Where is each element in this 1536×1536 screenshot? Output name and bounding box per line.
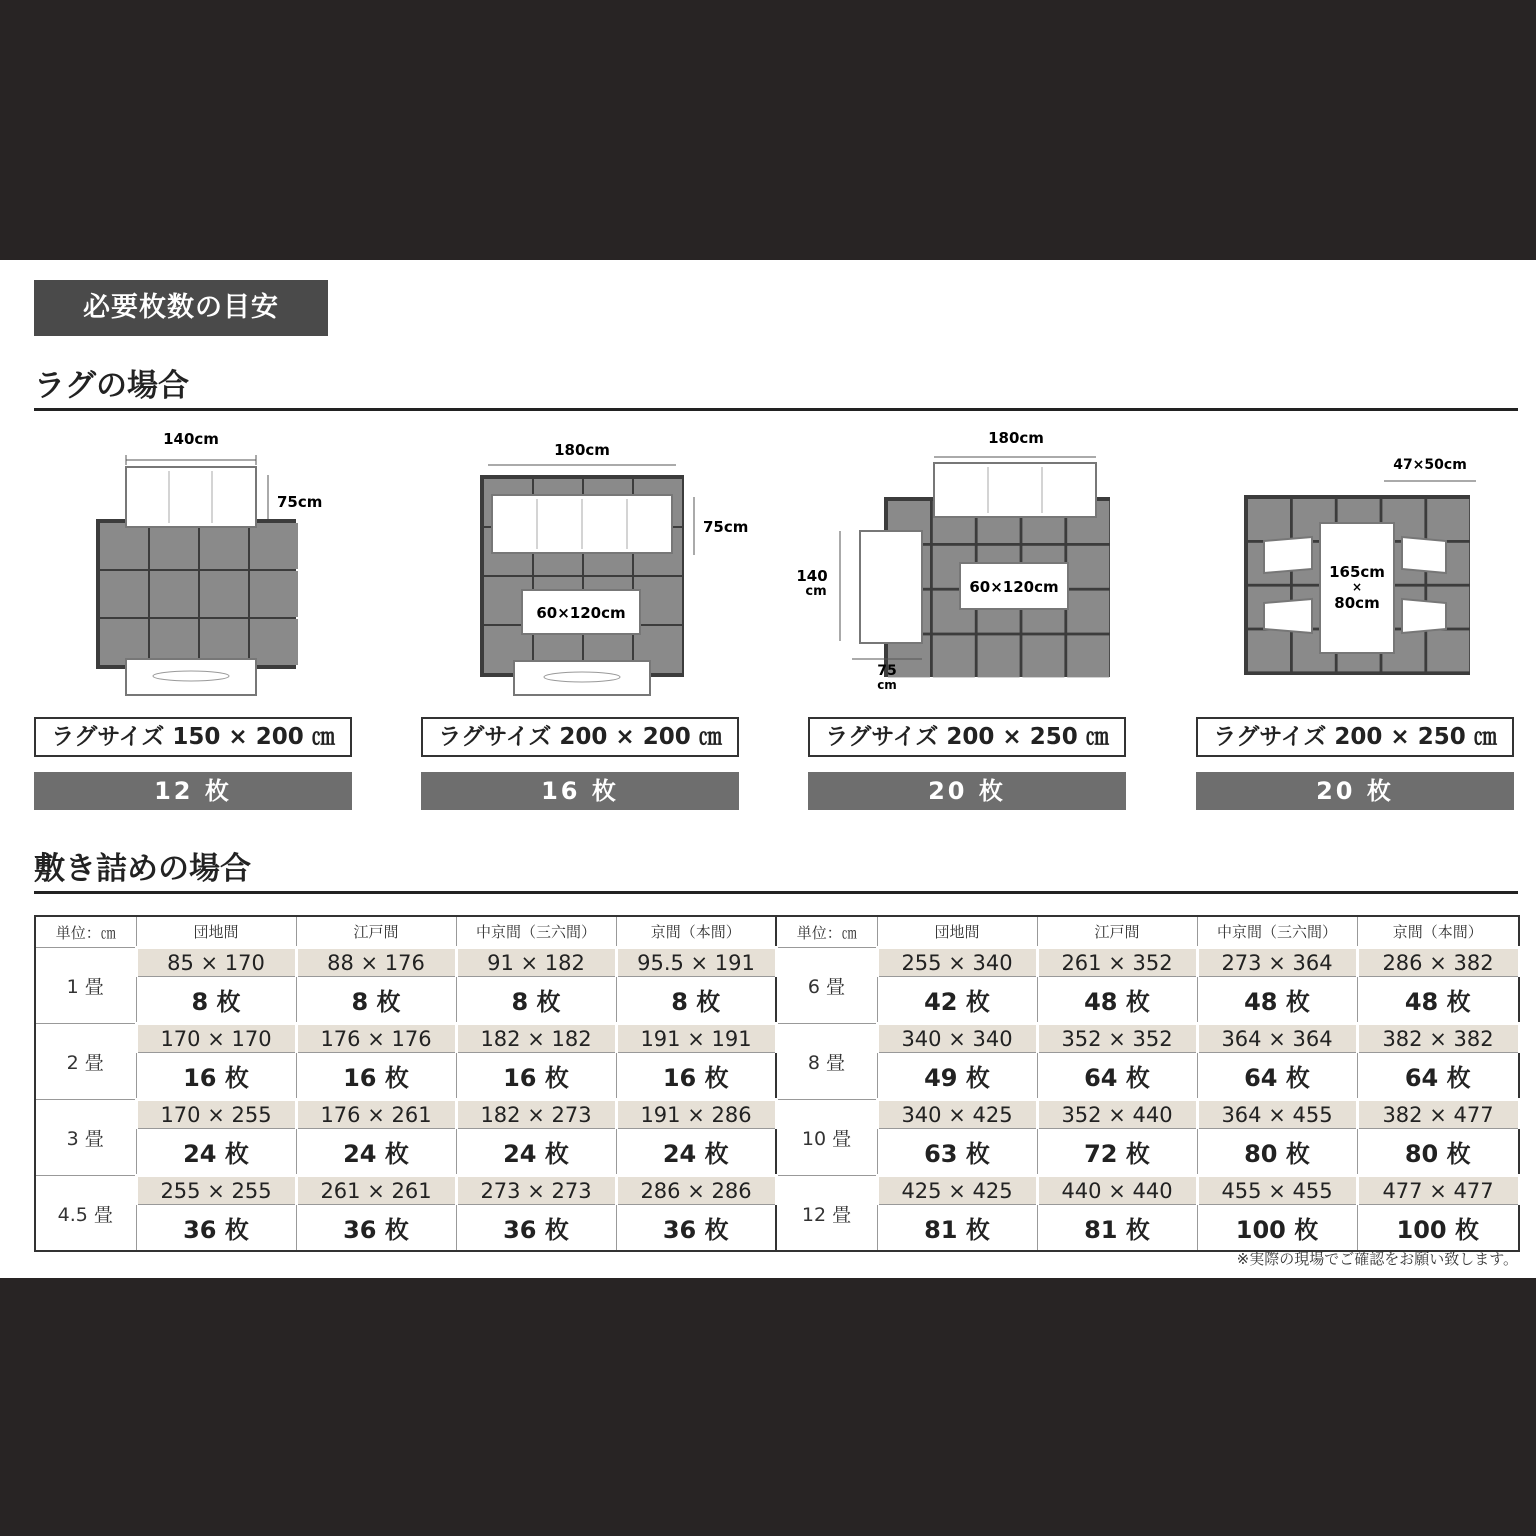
dim-width: 180cm: [554, 441, 610, 459]
dim-depth: 75cm: [277, 493, 323, 511]
tile-count-cell: 8 枚: [136, 977, 296, 1024]
tv-stand-icon: [514, 661, 650, 695]
carpet-tile: [1067, 546, 1109, 588]
guide-badge: 必要枚数の目安: [34, 280, 328, 336]
carpet-tile: [250, 523, 298, 569]
column-header: 中京間（三六間）: [456, 916, 616, 948]
room-size-label: 10 畳: [776, 1100, 877, 1176]
rug-diagram-2: [420, 425, 750, 697]
tile-count-cell: 63 枚: [877, 1129, 1037, 1176]
room-dimensions-cell: 191 × 191: [616, 1024, 776, 1053]
chair-icon: [1264, 599, 1312, 633]
room-dimensions-cell: 455 × 455: [1197, 1176, 1357, 1205]
tile-count-cell: 36 枚: [456, 1205, 616, 1252]
room-dimensions-cell: 273 × 273: [456, 1176, 616, 1205]
room-size-label: 6 畳: [776, 948, 877, 1024]
rug-count-4: 20 枚: [1196, 772, 1514, 810]
rug-size-label-3: ラグサイズ 200 × 250 ㎝: [808, 717, 1126, 757]
guide-panel: [0, 260, 1536, 1278]
svg-text:75: 75: [877, 663, 897, 679]
chair-icon: [1402, 599, 1446, 633]
table-size: 60×120cm: [969, 578, 1059, 596]
room-dimensions-cell: 261 × 261: [296, 1176, 456, 1205]
tile-count-cell: 8 枚: [296, 977, 456, 1024]
carpet-tile: [200, 571, 248, 617]
room-dimensions-cell: 95.5 × 191: [616, 948, 776, 977]
tile-count-cell: 16 枚: [136, 1053, 296, 1100]
dim-width: 140cm: [163, 430, 219, 448]
sofa-icon: [934, 463, 1096, 517]
carpet-tile: [1022, 635, 1064, 677]
carpet-tile: [200, 523, 248, 569]
room-size-label: 8 畳: [776, 1024, 877, 1100]
carpet-tile: [933, 635, 975, 677]
svg-text:cm: cm: [805, 584, 827, 599]
column-header: 団地間: [136, 916, 296, 948]
tile-count-cell: 48 枚: [1357, 977, 1519, 1024]
tile-count-cell: 81 枚: [1037, 1205, 1197, 1252]
carpet-tile: [250, 571, 298, 617]
tile-count-cell: 80 枚: [1357, 1129, 1519, 1176]
rug-size-label-1: ラグサイズ 150 × 200 ㎝: [34, 717, 352, 757]
tile-count-cell: 64 枚: [1197, 1053, 1357, 1100]
tile-count-cell: 8 枚: [616, 977, 776, 1024]
tile-count-cell: 16 枚: [456, 1053, 616, 1100]
tile-count-cell: 24 枚: [616, 1129, 776, 1176]
unit-header: 単位：㎝: [776, 916, 877, 948]
svg-text:cm: cm: [877, 678, 897, 692]
carpet-tile: [978, 635, 1020, 677]
tile-count-cell: 64 枚: [1037, 1053, 1197, 1100]
footnote: ※実際の現場でご確認をお願い致します。: [1236, 1250, 1518, 1268]
room-dimensions-cell: 382 × 382: [1357, 1024, 1519, 1053]
table-size: 60×120cm: [536, 604, 626, 622]
tile-count-cell: 36 枚: [136, 1205, 296, 1252]
carpet-tile: [1067, 591, 1109, 633]
carpet-tile: [100, 523, 148, 569]
tile-count-cell: 64 枚: [1357, 1053, 1519, 1100]
room-dimensions-cell: 91 × 182: [456, 948, 616, 977]
column-header: 京間（本間）: [1357, 916, 1519, 948]
room-size-label: 2 畳: [35, 1024, 136, 1100]
room-dimensions-cell: 364 × 364: [1197, 1024, 1357, 1053]
room-dimensions-cell: 191 × 286: [616, 1100, 776, 1129]
tile-count-cell: 42 枚: [877, 977, 1037, 1024]
tile-count-cell: 49 枚: [877, 1053, 1037, 1100]
side-sofa-icon: [860, 531, 922, 643]
tile-count-cell: 48 枚: [1197, 977, 1357, 1024]
tile-count-cell: 81 枚: [877, 1205, 1037, 1252]
chair-icon: [1264, 537, 1312, 573]
tile-count-cell: 48 枚: [1037, 977, 1197, 1024]
room-dimensions-cell: 352 × 352: [1037, 1024, 1197, 1053]
room-dimensions-cell: 340 × 340: [877, 1024, 1037, 1053]
dim-width: 180cm: [988, 429, 1044, 447]
room-dimensions-cell: 182 × 182: [456, 1024, 616, 1053]
room-dimensions-cell: 382 × 477: [1357, 1100, 1519, 1129]
tile-count-cell: 24 枚: [296, 1129, 456, 1176]
column-header: 京間（本間）: [616, 916, 776, 948]
carpet-tile: [150, 523, 198, 569]
full-section-title: 敷き詰めの場合: [34, 851, 251, 887]
tile-count-cell: 100 枚: [1357, 1205, 1519, 1252]
room-dimensions-cell: 255 × 255: [136, 1176, 296, 1205]
carpet-tile: [100, 571, 148, 617]
room-dimensions-cell: 85 × 170: [136, 948, 296, 977]
rug-diagram-4: [1198, 425, 1528, 697]
carpet-tile: [150, 571, 198, 617]
tile-count-cell: 36 枚: [616, 1205, 776, 1252]
room-dimensions-cell: 286 × 382: [1357, 948, 1519, 977]
room-dimensions-cell: 340 × 425: [877, 1100, 1037, 1129]
room-size-label: 4.5 畳: [35, 1176, 136, 1252]
tatami-table: [34, 915, 1521, 1252]
svg-text:80cm: 80cm: [1334, 594, 1380, 612]
tile-count-cell: 80 枚: [1197, 1129, 1357, 1176]
room-size-label: 3 畳: [35, 1100, 136, 1176]
rug-count-1: 12 枚: [34, 772, 352, 810]
room-dimensions-cell: 286 × 286: [616, 1176, 776, 1205]
sofa-icon: [126, 467, 256, 527]
tile-count-cell: 16 枚: [616, 1053, 776, 1100]
room-dimensions-cell: 170 × 170: [136, 1024, 296, 1053]
chair-size: 47×50cm: [1393, 457, 1467, 473]
rug-size-label-2: ラグサイズ 200 × 200 ㎝: [421, 717, 739, 757]
carpet-tile: [1067, 635, 1109, 677]
room-dimensions-cell: 425 × 425: [877, 1176, 1037, 1205]
rug-size-label-4: ラグサイズ 200 × 250 ㎝: [1196, 717, 1514, 757]
room-dimensions-cell: 170 × 255: [136, 1100, 296, 1129]
tile-count-cell: 24 枚: [136, 1129, 296, 1176]
tv-stand-icon: [126, 659, 256, 695]
carpet-tile: [634, 577, 682, 624]
column-header: 団地間: [877, 916, 1037, 948]
tile-count-cell: 24 枚: [456, 1129, 616, 1176]
rug-count-3: 20 枚: [808, 772, 1126, 810]
dim-depth: 75cm: [703, 518, 749, 536]
tile-count-cell: 36 枚: [296, 1205, 456, 1252]
rug-section-title: ラグの場合: [34, 368, 189, 404]
room-dimensions-cell: 352 × 440: [1037, 1100, 1197, 1129]
room-dimensions-cell: 176 × 176: [296, 1024, 456, 1053]
tile-count-cell: 100 枚: [1197, 1205, 1357, 1252]
tile-count-cell: 72 枚: [1037, 1129, 1197, 1176]
unit-header: 単位：㎝: [35, 916, 136, 948]
column-header: 中京間（三六間）: [1197, 916, 1357, 948]
carpet-tile: [250, 619, 298, 665]
room-dimensions-cell: 477 × 477: [1357, 1176, 1519, 1205]
room-dimensions-cell: 176 × 261: [296, 1100, 456, 1129]
room-dimensions-cell: 440 × 440: [1037, 1176, 1197, 1205]
tile-count-cell: 8 枚: [456, 977, 616, 1024]
rug-count-2: 16 枚: [421, 772, 739, 810]
chair-icon: [1402, 537, 1446, 573]
svg-text:165cm: 165cm: [1329, 563, 1385, 581]
rug-section-rule: [34, 408, 1518, 411]
column-header: 江戸間: [1037, 916, 1197, 948]
carpet-tile: [1248, 499, 1290, 540]
tile-count-cell: 16 枚: [296, 1053, 456, 1100]
column-header: 江戸間: [296, 916, 456, 948]
carpet-tile: [1427, 499, 1469, 540]
room-dimensions-cell: 255 × 340: [877, 948, 1037, 977]
rug-diagram-1: [34, 425, 364, 697]
carpet-tile: [1427, 630, 1469, 671]
carpet-tile: [1248, 630, 1290, 671]
rug-diagram-3: [790, 425, 1120, 697]
room-dimensions-cell: 88 × 176: [296, 948, 456, 977]
svg-text:140: 140: [796, 567, 828, 585]
room-dimensions-cell: 261 × 352: [1037, 948, 1197, 977]
room-dimensions-cell: 364 × 455: [1197, 1100, 1357, 1129]
room-size-label: 1 畳: [35, 948, 136, 1024]
room-size-label: 12 畳: [776, 1176, 877, 1252]
full-section-rule: [34, 891, 1518, 894]
svg-text:×: ×: [1351, 580, 1363, 594]
room-dimensions-cell: 182 × 273: [456, 1100, 616, 1129]
room-dimensions-cell: 273 × 364: [1197, 948, 1357, 977]
